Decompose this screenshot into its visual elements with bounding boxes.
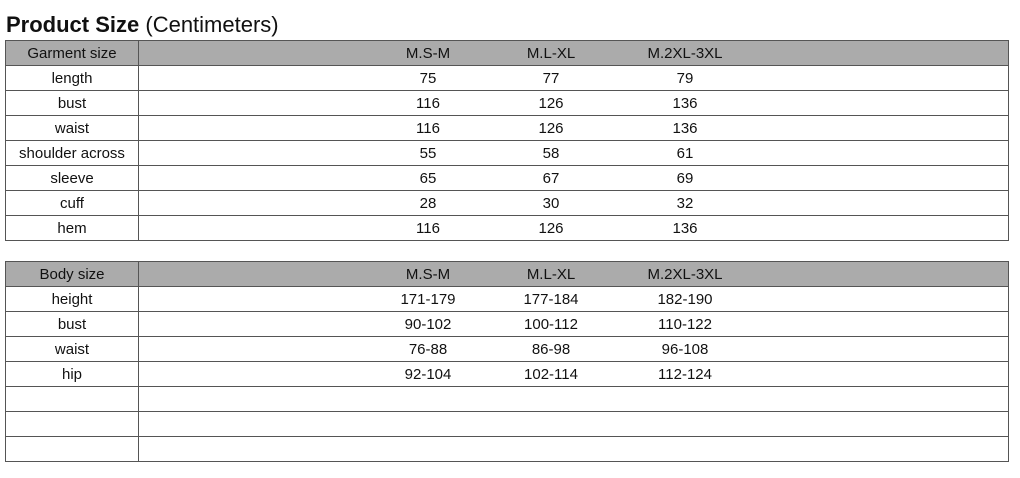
table-row xyxy=(6,312,1009,337)
row-values xyxy=(139,166,1009,191)
row-values xyxy=(139,287,1009,312)
column-header: M.2XL-3XL xyxy=(647,265,723,283)
column-header: M.S-M xyxy=(405,44,451,62)
table-cell: 58 xyxy=(542,144,560,162)
row-values xyxy=(139,116,1009,141)
table-row xyxy=(6,362,1009,387)
garment-header-columns xyxy=(139,41,1009,66)
table-cell: 110-122 xyxy=(658,315,712,333)
table-cell: 77 xyxy=(542,69,560,87)
table-cell: 102-114 xyxy=(524,365,578,383)
table-row xyxy=(6,91,1009,116)
column-header: M.2XL-3XL xyxy=(647,44,723,62)
table-row xyxy=(6,166,1009,191)
table-cell: 61 xyxy=(676,144,694,162)
empty-row xyxy=(6,387,1009,412)
table-cell: 171-179 xyxy=(400,290,456,308)
table-cell: 67 xyxy=(542,169,560,187)
table-row xyxy=(6,337,1009,362)
table-cell: 116 xyxy=(416,94,440,112)
row-values xyxy=(139,312,1009,337)
table-cell: 136 xyxy=(672,119,698,137)
row-label: length xyxy=(6,66,139,91)
title-main: Product Size xyxy=(6,12,140,37)
table-cell: 126 xyxy=(538,119,564,137)
row-label: waist xyxy=(6,116,139,141)
table-cell: 136 xyxy=(672,94,698,112)
table-cell: 32 xyxy=(676,194,694,212)
body-size-table xyxy=(5,261,1009,462)
column-header: M.L-XL xyxy=(526,44,576,62)
empty-row xyxy=(6,437,1009,462)
row-values xyxy=(139,66,1009,91)
row-label: waist xyxy=(6,337,139,362)
table-row xyxy=(6,141,1009,166)
table-row xyxy=(6,116,1009,141)
body-header-row xyxy=(6,262,1009,287)
row-label xyxy=(6,412,139,437)
row-label xyxy=(6,437,139,462)
garment-header-label: Garment size xyxy=(6,41,139,66)
table-cell: 75 xyxy=(419,69,437,87)
empty-row xyxy=(6,412,1009,437)
title-unit: (Centimeters) xyxy=(145,12,279,37)
table-cell: 112-124 xyxy=(658,365,712,383)
table-cell: 86-98 xyxy=(531,340,571,358)
column-header: M.L-XL xyxy=(526,265,576,283)
page-title xyxy=(6,10,279,40)
table-cell: 116 xyxy=(416,219,440,237)
row-values xyxy=(139,141,1009,166)
table-cell: 90-102 xyxy=(404,315,452,333)
garment-size-table xyxy=(5,40,1009,241)
table-cell: 136 xyxy=(672,219,698,237)
table-cell: 28 xyxy=(419,194,437,212)
table-cell: 65 xyxy=(419,169,437,187)
row-values xyxy=(139,437,1009,462)
table-row xyxy=(6,191,1009,216)
table-row xyxy=(6,287,1009,312)
column-header: M.S-M xyxy=(405,265,451,283)
table-cell: 126 xyxy=(538,94,564,112)
row-values xyxy=(139,412,1009,437)
table-cell: 30 xyxy=(542,194,560,212)
table-cell: 92-104 xyxy=(404,365,452,383)
table-row xyxy=(6,66,1009,91)
table-cell: 100-112 xyxy=(524,315,578,333)
table-cell: 182-190 xyxy=(657,290,713,308)
table-cell: 76-88 xyxy=(408,340,448,358)
row-values xyxy=(139,216,1009,241)
row-label: cuff xyxy=(6,191,139,216)
row-label: bust xyxy=(6,312,139,337)
row-label: bust xyxy=(6,91,139,116)
table-cell: 96-108 xyxy=(661,340,709,358)
table-cell: 116 xyxy=(416,119,440,137)
row-label: shoulder across xyxy=(6,141,139,166)
row-label: hip xyxy=(6,362,139,387)
table-cell: 126 xyxy=(538,219,564,237)
row-label xyxy=(6,387,139,412)
row-label: height xyxy=(6,287,139,312)
row-label: sleeve xyxy=(6,166,139,191)
garment-header-row xyxy=(6,41,1009,66)
table-cell: 79 xyxy=(676,69,694,87)
body-header-label: Body size xyxy=(6,262,139,287)
table-row xyxy=(6,216,1009,241)
row-values xyxy=(139,191,1009,216)
row-values xyxy=(139,337,1009,362)
body-header-columns xyxy=(139,262,1009,287)
row-label: hem xyxy=(6,216,139,241)
row-values xyxy=(139,387,1009,412)
row-values xyxy=(139,91,1009,116)
table-cell: 177-184 xyxy=(523,290,579,308)
table-cell: 69 xyxy=(676,169,694,187)
row-values xyxy=(139,362,1009,387)
table-cell: 55 xyxy=(419,144,437,162)
